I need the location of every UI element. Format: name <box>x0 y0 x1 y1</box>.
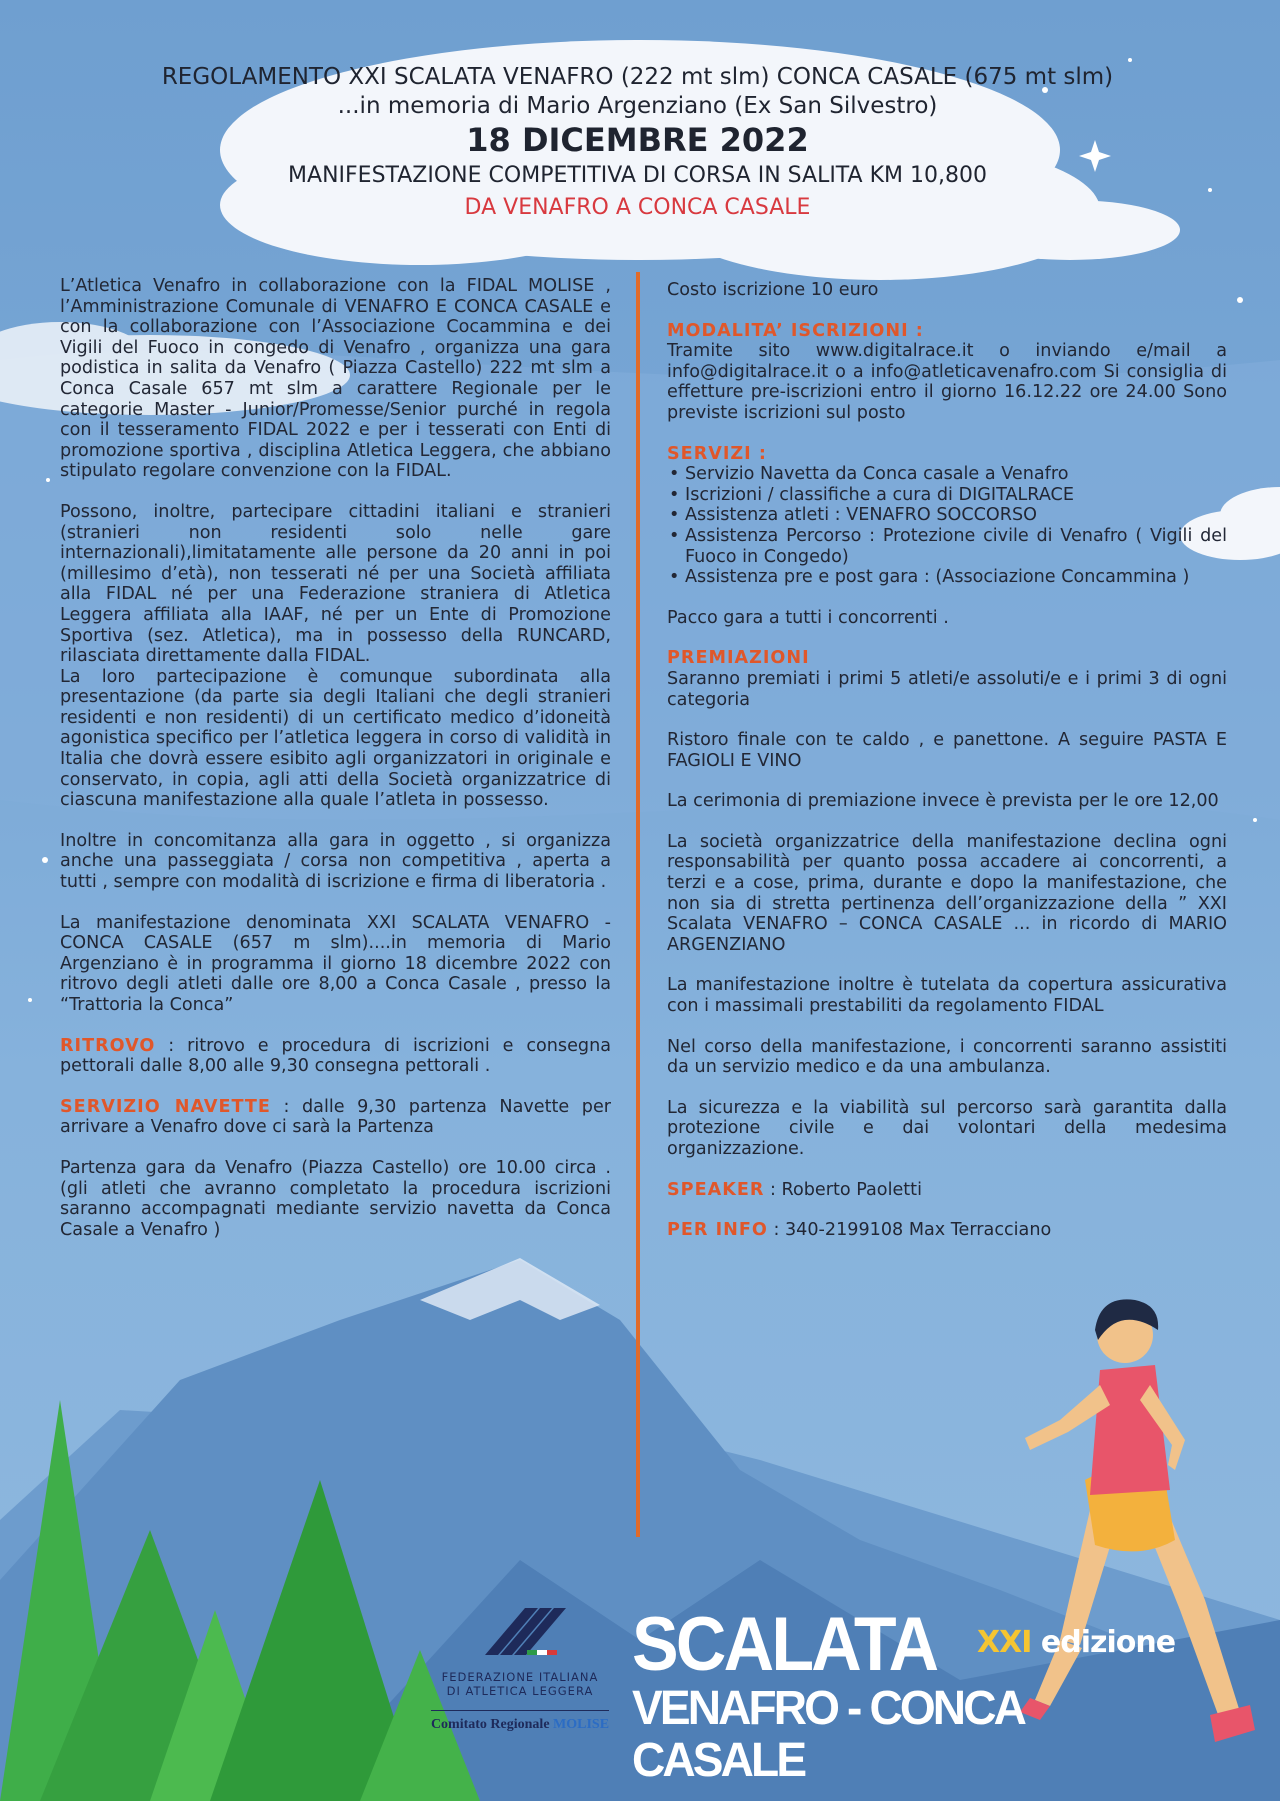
race-pack: Pacco gara a tutti i concorrenti . <box>667 607 949 628</box>
event-brand <box>632 1602 1192 1787</box>
ritrovo-label: RITROVO <box>60 1035 156 1056</box>
left-column <box>60 276 611 1260</box>
column-divider <box>636 272 640 1537</box>
fidal-logo <box>425 1600 615 1733</box>
premiazioni-section <box>667 648 1227 710</box>
ritrovo-section <box>60 1036 611 1077</box>
brand-subtitle: VENAFRO - CONCA CASALE <box>632 1682 1023 1787</box>
liability-paragraph: La società organizzatrice della manifestazione declina ogni responsabilità per quanto possa accadere ai concorrenti, a terzi e a cose, prima, durante e dopo la manifestazione, che non sia di stretta pertinenza dell’organizzazione della ” XXI Scalata VENAFRO – CONCA CASALE ... in ricordo di MARIO ARGENZIANO <box>667 831 1227 955</box>
edition-number: XXI <box>977 1625 1032 1660</box>
registration-fee: Costo iscrizione 10 euro <box>667 280 879 300</box>
list-item: • Servizio Navetta da Conca casale a Venafro <box>667 464 1227 485</box>
premiazioni-heading: PREMIAZIONI <box>667 648 810 669</box>
premiazioni-text: Saranno premiati i primi 5 atleti/e assoluti/e e i primi 3 di ogni categoria <box>667 668 1227 710</box>
fidal-org-line1: FEDERAZIONE ITALIANA <box>441 1670 599 1684</box>
navette-label: SERVIZIO NAVETTE <box>60 1096 271 1117</box>
program-paragraph: La manifestazione denominata XXI SCALATA VENAFRO - CONCA CASALE (657 m slm)....in memoria di Mario Argenziano è in programma il giorno 18 dicembre 2022 con ritrovo degli atleti dalle ore 8,00 a Conca Casale , presso la “Trattoria la Conca” <box>60 912 611 1015</box>
edition-word: edizione <box>1040 1625 1176 1660</box>
header <box>0 62 1280 224</box>
list-item: • Assistenza Percorso : Protezione civile di Venafro ( Vigili del Fuoco in Congedo) <box>667 526 1227 567</box>
brand-title: SCALATA <box>632 1602 937 1687</box>
region-name: MOLISE <box>553 1717 610 1732</box>
servizi-heading: SERVIZI : <box>667 443 767 464</box>
event-date: 18 DICEMBRE 2022 <box>466 121 809 159</box>
info-contact: : 340-2199108 Max Terracciano <box>773 1220 1052 1241</box>
navette-text: : dalle 9,30 partenza Navette per arrivare a Venafro dove ci sarà la Partenza <box>60 1096 612 1138</box>
non-competitive-paragraph: Inoltre in concomitanza alla gara in oggetto , si organizza anche una passeggiata / corsa non competitiva , aperta a tutti , sempre con modalità di iscrizione e firma di liberatoria . <box>60 830 611 893</box>
route-label: DA VENAFRO A CONCA CASALE <box>464 195 811 220</box>
insurance-paragraph: La manifestazione inoltre è tutelata da copertura assicurativa con i massimali prestabiliti da regolamento FIDAL <box>667 975 1227 1017</box>
medical-certificate-paragraph: La loro partecipazione è comunque subordinata alla presentazione (da parte sia degli Italiani che degli stranieri residenti e non residenti) di un certificato medico d’idoneità agonistica specifico per l’atletica leggera in corso di validità in Italia che dovrà essere esibito agli organizzatori in originale e conservato, in copia, agli atti della Società organizzatrice di ciascuna manifestazione alla quale l’atleta in possesso. <box>60 666 611 811</box>
comitato-regionale: Comitato Regionale MOLISE <box>431 1710 609 1733</box>
info-line <box>667 1220 1227 1241</box>
participants-paragraph: Possono, inoltre, partecipare cittadini italiani e stranieri (stranieri non residenti solo nelle gare internazionali),limitatamente alle persone da 20 anni in poi (millesimo d’età), non tesserati né per una Società affiliata alla FIDAL né per una Federazione straniera di Atletica Leggera affiliata alla IAAF, né per un Ente di Promozione Sportiva (sez. Atletica), ma in possesso della RUNCARD, rilasciata direttamente dalla FIDAL. <box>60 501 611 667</box>
intro-paragraph: L’Atletica Venafro in collaborazione con la FIDAL MOLISE , l’Amministrazione Comunale di VENAFRO E CONCA CASALE e con la collaborazione con l’Associazione Cocammina e dei Vigili del Fuoco in congedo di Venafro , organizza una gara podistica in salita da Venafro ( Piazza Castello) 222 mt slm a Conca Casale 657 mt slm a carattere Regionale per le categorie Master - Junior/Promesse/Senior purché in regola con il tesseramento FIDAL 2022 e per i tesserati con Enti di promozione sportiva , disciplina Atletica Leggera, che abbiano stipulato regolare convenzione con la FIDAL. <box>60 276 611 482</box>
navette-section <box>60 1097 611 1138</box>
medical-service-paragraph: Nel corso della manifestazione, i concorrenti saranno assistiti da un servizio medico e da una ambulanza. <box>667 1036 1227 1078</box>
info-label: PER INFO <box>667 1220 768 1241</box>
edition-badge <box>977 1625 1175 1660</box>
memorial-subtitle: ...in memoria di Mario Argenziano (Ex San Silvestro) <box>337 93 938 119</box>
speaker-label: SPEAKER <box>667 1179 765 1200</box>
ristoro-paragraph: Ristoro finale con te caldo , e panettone. A seguire PASTA E FAGIOLI E VINO <box>667 730 1227 771</box>
regulation-title: REGOLAMENTO XXI SCALATA VENAFRO (222 mt slm) CONCA CASALE (675 mt slm) <box>161 64 1114 90</box>
start-paragraph: Partenza gara da Venafro (Piazza Castello) ore 10.00 circa . (gli atleti che avranno completato la procedura iscrizioni saranno accompagnati mediante servizio navetta da Conca Casale a Venafro ) <box>60 1157 611 1240</box>
list-item: • Assistenza atleti : VENAFRO SOCCORSO <box>667 505 1227 526</box>
ritrovo-text: : ritrovo e procedura di iscrizioni e consegna pettorali dalle 8,00 alle 9,30 consegna pettorali . <box>60 1035 611 1077</box>
modalita-heading: MODALITA’ ISCRIZIONI : <box>667 320 924 341</box>
speaker-name: : Roberto Paoletti <box>770 1179 922 1200</box>
right-column <box>667 280 1227 1261</box>
list-item: • Assistenza pre e post gara : (Associazione Concammina ) <box>667 567 1227 588</box>
event-description: MANIFESTAZIONE COMPETITIVA DI CORSA IN SALITA KM 10,800 <box>288 163 987 188</box>
services-list <box>667 464 1227 588</box>
safety-paragraph: La sicurezza e la viabilità sul percorso sarà garantita dalla protezione civile e dai volontari della medesima organizzazione. <box>667 1097 1227 1159</box>
modalita-section <box>667 321 1227 424</box>
ceremony-paragraph: La cerimonia di premiazione invece è prevista per le ore 12,00 <box>667 791 1219 812</box>
list-item: • Iscrizioni / classifiche a cura di DIGITALRACE <box>667 485 1227 506</box>
fidal-org-line2: DI ATLETICA LEGGERA <box>446 1684 594 1698</box>
speaker-line <box>667 1180 1227 1201</box>
modalita-text: Tramite sito www.digitalrace.it o inviando e/mail a info@digitalrace.it o a info@atleticavenafro.com Si consiglia di effetture pre-iscrizioni entro il giorno 16.12.22 ore 24.00 Sono previste iscrizioni sul posto <box>667 341 1227 423</box>
